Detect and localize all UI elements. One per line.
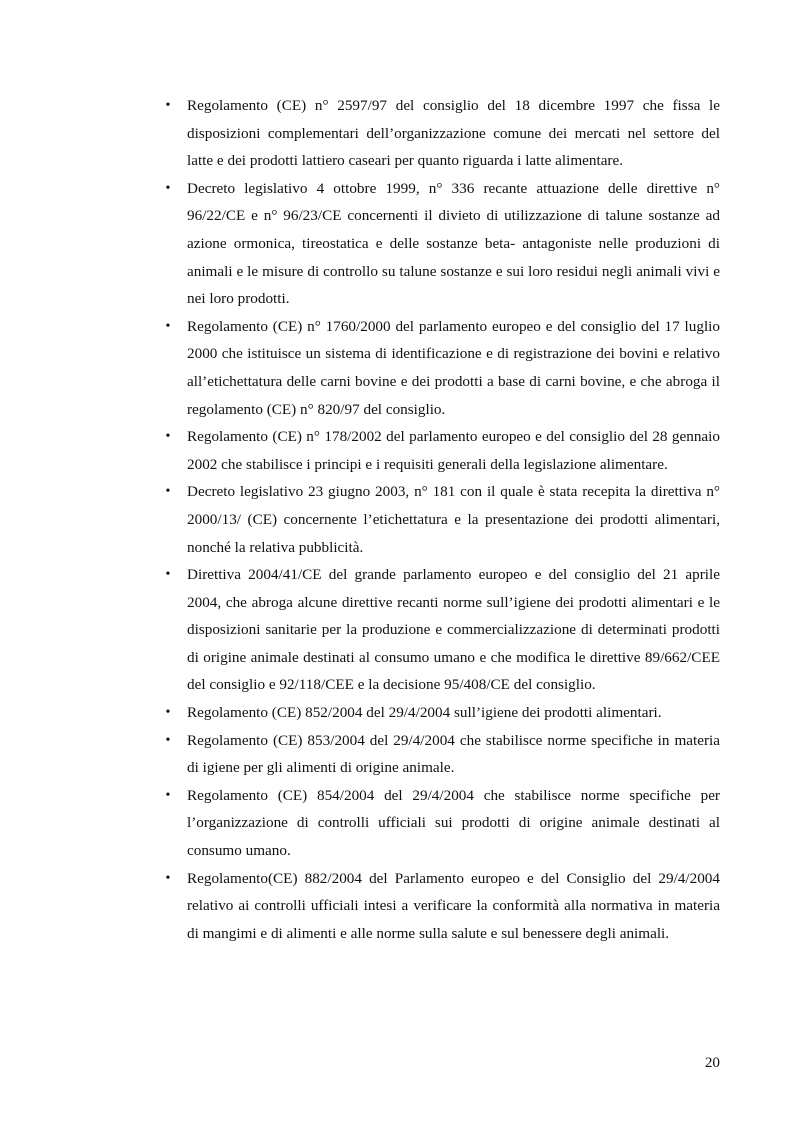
list-item [165,727,720,782]
bullet-icon: • [165,180,171,196]
bullet-icon: • [165,705,171,721]
bullet-icon: • [165,98,171,113]
bullet-icon: • [165,567,171,583]
list-item [165,313,720,423]
list-item [165,175,720,313]
list-item-text: Regolamento (CE) n° 2597/97 del consiglio del 18 dicembre 1997 che fissa le disposizioni complementari dell’organizzazione comune dei mercati nel settore del latte e dei prodotti lattiero caseari per quanto riguarda i latte alimentare. [187,97,720,170]
bullet-icon: • [165,429,171,445]
list-item [165,561,720,699]
list-item [165,423,720,478]
list-item-text: Regolamento (CE) n° 178/2002 del parlamento europeo e del consiglio del 28 gennaio 2002 che stabilisce i principi e i requisiti generali della legislazione alimentare. [187,428,720,473]
list-item [165,782,720,865]
list-item-text: Direttiva 2004/41/CE del grande parlamento europeo e del consiglio del 21 aprile 2004, che abroga alcune direttive recanti norme sull’igiene dei prodotti alimentari e le disposizioni sanitarie per la produzione e commercializzazione di determinati prodotti di origine animale destinati al consumo umano e che modifica le direttive 89/662/CEE del consiglio e 92/118/CEE e la decisione 95/408/CE del consiglio. [187,566,720,694]
list-item-text: Regolamento (CE) n° 1760/2000 del parlamento europeo e del consiglio del 17 luglio 2000 che istituisce un sistema di identificazione e di registrazione dei bovini e relativo all’etichettatura delle carni bovine e dei prodotti a base di carni bovine, e che abroga il regolamento (CE) n° 820/97 del consiglio. [187,317,720,418]
list-item-text: Regolamento (CE) 853/2004 del 29/4/2004 che stabilisce norme specifiche in materia di igiene per gli alimenti di origine animale. [187,731,720,777]
list-item [165,699,720,727]
bullet-icon: • [165,484,171,500]
list-item-text: Regolamento (CE) 854/2004 del 29/4/2004 che stabilisce norme specifiche per l’organizzazione di controlli ufficiali sui prodotti di origine animale destinati al consumo umano. [187,786,720,860]
list-item [165,92,720,175]
bullet-icon: • [165,787,171,803]
bullet-icon: • [165,732,171,748]
list-item [165,478,720,561]
page-number: 20 [704,1054,720,1071]
list-item-text: Decreto legislativo 4 ottobre 1999, n° 336 recante attuazione delle direttive n° 96/22/CE e n° 96/23/CE concernenti il divieto di utilizzazione di talune sostanze ad azione ormonica, tireostatica e delle sostanze beta- antagoniste nelle produzioni di animali e le misure di controllo su talune sostanze e sui loro residui negli animali vivi e nei loro prodotti. [187,179,720,308]
list-item-text: Regolamento(CE) 882/2004 del Parlamento europeo e del Consiglio del 29/4/2004 relativo ai controlli ufficiali intesi a verificare la conformità alla normativa in materia di mangimi e di alimenti e alle norme sulla salute e sul benessere degli animali. [187,869,720,942]
list-item [165,865,720,948]
bullet-icon: • [165,318,171,334]
bullet-icon: • [165,870,171,886]
list-item-text: Decreto legislativo 23 giugno 2003, n° 181 con il quale è stata recepita la direttiva n° 2000/13/ (CE) concernente l’etichettatura e la presentazione dei prodotti alimentari, nonché la relativa pubblicità. [187,483,720,556]
legislation-list [165,92,720,947]
list-item-text: Regolamento (CE) 852/2004 del 29/4/2004 sull’igiene dei prodotti alimentari. [187,704,662,722]
